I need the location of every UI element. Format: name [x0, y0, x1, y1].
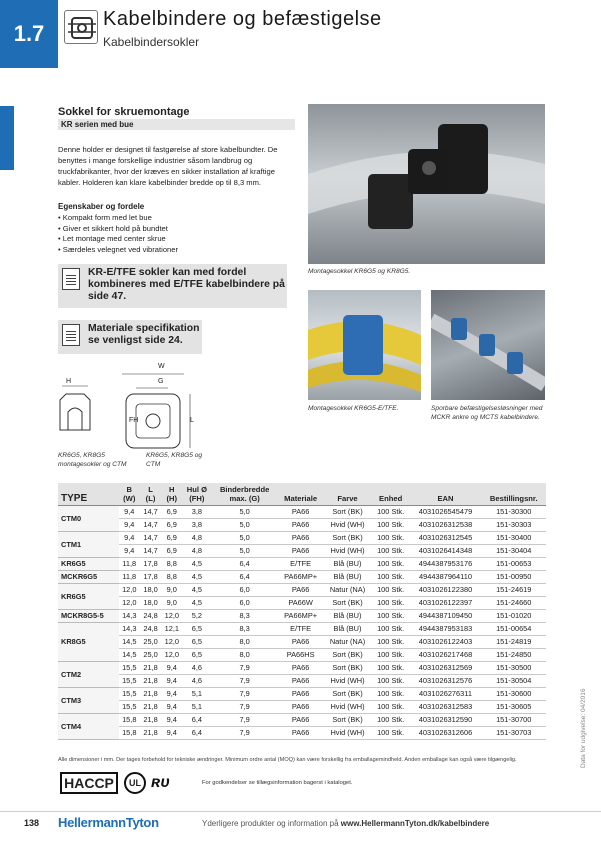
product-photo-mounts: [308, 104, 545, 264]
table-cell: 6,0: [211, 584, 278, 597]
table-cell: 8,3: [211, 623, 278, 636]
table-cell: 14,5: [119, 636, 140, 649]
note-text: Materiale specifikation se venligst side 24.: [88, 323, 200, 346]
table-cell: 100 Stk.: [372, 519, 410, 532]
table-header-cell: [161, 483, 182, 506]
table-cell: 6,4: [211, 571, 278, 584]
table-cell: 151-24819: [481, 636, 546, 649]
table-cell: 100 Stk.: [372, 558, 410, 571]
properties-list: [58, 213, 178, 255]
table-cell: 4031026312538: [410, 519, 482, 532]
table-cell: PA66: [278, 701, 323, 714]
table-cell: 9,4: [161, 727, 182, 740]
note-text: KR-E/TFE sokler kan med fordel kombineres med E/TFE kabelbindere på side 47.: [88, 267, 285, 302]
dim-label-fh: FH: [129, 417, 139, 424]
table-cell: 6,5: [182, 623, 211, 636]
table-cell: 100 Stk.: [372, 545, 410, 558]
table-cell: 7,9: [211, 714, 278, 727]
table-cell: 151-30300: [481, 506, 546, 519]
table-cell: 4,5: [182, 571, 211, 584]
table-cell: 9,4: [119, 532, 140, 545]
drawing-caption: KR6G5, KR8G5 og CTM: [146, 452, 203, 468]
table-cell: E/TFE: [278, 558, 323, 571]
table-cell: 25,0: [140, 636, 161, 649]
table-cell: 4031026217468: [410, 649, 482, 662]
table-cell: 151-01020: [481, 610, 546, 623]
table-cell: 12,0: [161, 649, 182, 662]
table-cell: 14,3: [119, 610, 140, 623]
table-cell: 100 Stk.: [372, 688, 410, 701]
dim-label-w: W: [158, 363, 165, 370]
table-cell: 25,0: [140, 649, 161, 662]
table-cell: PA66MP+: [278, 610, 323, 623]
header-label: Materiale: [284, 494, 318, 503]
table-cell: 15,5: [119, 701, 140, 714]
table-header-cell: [481, 483, 546, 506]
table-cell: Hvid (WH): [323, 701, 371, 714]
header-label: EAN: [437, 494, 454, 503]
table-cell: PA66: [278, 714, 323, 727]
table-header-cell: [140, 483, 161, 506]
table-cell: PA66: [278, 584, 323, 597]
table-cell: 100 Stk.: [372, 584, 410, 597]
table-cell: 4,6: [182, 675, 211, 688]
table-cell: 9,4: [161, 675, 182, 688]
photo-caption: Montagesokkel KR6G5 og KR8G5.: [308, 268, 411, 275]
table-cell: 12,0: [119, 597, 140, 610]
ur-recognized-logo: ʀᴜ: [151, 774, 170, 791]
table-cell: 151-30303: [481, 519, 546, 532]
table-row: [58, 623, 546, 636]
table-cell: 8,0: [211, 649, 278, 662]
drawing-caption: KR6G5, KR8G5 montagesokler og CTM: [58, 452, 127, 468]
table-cell: 21,8: [140, 688, 161, 701]
dim-label-g: G: [158, 378, 164, 385]
table-cell: 4,8: [182, 532, 211, 545]
table-cell: 5,2: [182, 610, 211, 623]
table-cell: 4031026276311: [410, 688, 482, 701]
table-cell: 151-30400: [481, 532, 546, 545]
table-header-cell: [211, 483, 278, 506]
table-cell: 151-30404: [481, 545, 546, 558]
table-row: [58, 701, 546, 714]
table-cell: 151-24660: [481, 597, 546, 610]
table-cell: 6,9: [161, 545, 182, 558]
ul-logo: UL: [124, 772, 146, 794]
table-cell: 100 Stk.: [372, 675, 410, 688]
table-cell: 9,4: [119, 545, 140, 558]
table-cell: 15,8: [119, 727, 140, 740]
note-material: [58, 320, 202, 354]
table-cell: 4944387109450: [410, 610, 482, 623]
table-cell: 7,9: [211, 688, 278, 701]
table-cell: Sort (BK): [323, 662, 371, 675]
table-cell: 4031026312590: [410, 714, 482, 727]
document-icon: [62, 268, 80, 290]
table-header-cell: [372, 483, 410, 506]
footer-url-link[interactable]: www.HellermannTyton.dk/kabelbindere: [340, 819, 490, 828]
table-cell: Blå (BU): [323, 623, 371, 636]
page-title: Kabelbindere og befæstigelse: [103, 8, 382, 30]
table-cell: 4031026312545: [410, 532, 482, 545]
product-photo-etfe: [308, 290, 421, 400]
table-row: [58, 675, 546, 688]
table-cell: 9,0: [161, 584, 182, 597]
table-cell: 4,6: [182, 662, 211, 675]
table-cell: PA66: [278, 506, 323, 519]
table-row: [58, 558, 546, 571]
side-accent-tab: [0, 106, 14, 170]
table-cell: 5,0: [211, 519, 278, 532]
table-cell: 14,7: [140, 532, 161, 545]
table-cell: 3,8: [182, 519, 211, 532]
header-label: Enhed: [379, 494, 403, 503]
table-cell: Sort (BK): [323, 649, 371, 662]
table-cell: 100 Stk.: [372, 571, 410, 584]
table-cell: 5,1: [182, 701, 211, 714]
photo-caption: Sporbare befæstigelsesløsninger med MCKR ankre og MCTS kabelbindere.: [431, 405, 543, 421]
table-cell: Hvid (WH): [323, 675, 371, 688]
intro-text: Denne holder er designet til fastgørelse af store kabelbundter. De benyttes i mange forskellige industrier såsom landbrug og truckfabrikanter, hvor der kræves en sikker installation af kraftige kabler. Holderen kan klare kabelbinder bredde op til 8,3 mm.: [58, 145, 278, 187]
table-cell: PA66: [278, 545, 323, 558]
table-cell: 4031026414348: [410, 545, 482, 558]
table-cell: 4031026312606: [410, 727, 482, 740]
table-cell: 9,0: [161, 597, 182, 610]
table-cell: PA66: [278, 662, 323, 675]
brand-logo: HellermannTyton: [58, 815, 159, 830]
table-cell: 15,5: [119, 675, 140, 688]
page-subtitle: Kabelbindersokler: [103, 35, 200, 49]
table-cell: PA66MP+: [278, 571, 323, 584]
list-item: • Kompakt form med let bue: [58, 213, 178, 224]
table-cell: 4,5: [182, 558, 211, 571]
product-photo-mckr: [431, 290, 545, 400]
chapter-tab: 1.7: [0, 0, 58, 68]
table-row: [58, 571, 546, 584]
table-cell: 151-30605: [481, 701, 546, 714]
list-item: • Særdeles velegnet ved vibrationer: [58, 245, 178, 256]
table-cell: 7,9: [211, 727, 278, 740]
table-row: [58, 662, 546, 675]
table-cell: Sort (BK): [323, 688, 371, 701]
table-cell: 7,9: [211, 675, 278, 688]
table-cell: 8,8: [161, 571, 182, 584]
table-cell: Hvid (WH): [323, 727, 371, 740]
table-row: [58, 610, 546, 623]
table-cell: 12,0: [161, 610, 182, 623]
technical-drawing: [56, 372, 206, 452]
table-cell: Blå (BU): [323, 571, 371, 584]
table-cell: 100 Stk.: [372, 532, 410, 545]
table-cell: 6,4: [211, 558, 278, 571]
series-label: KR serien med bue: [58, 119, 295, 130]
table-cell: 11,8: [119, 571, 140, 584]
table-cell: 21,8: [140, 675, 161, 688]
type-cell: KR8G5: [58, 623, 119, 662]
table-cell: 18,0: [140, 597, 161, 610]
table-header-cell: [278, 483, 323, 506]
table-cell: 151-30600: [481, 688, 546, 701]
table-cell: 14,7: [140, 545, 161, 558]
table-cell: 100 Stk.: [372, 662, 410, 675]
table-cell: 11,8: [119, 558, 140, 571]
table-cell: 6,5: [182, 649, 211, 662]
table-cell: 151-30504: [481, 675, 546, 688]
table-cell: 18,0: [140, 584, 161, 597]
header-label: B: [126, 485, 132, 494]
table-cell: 151-24619: [481, 584, 546, 597]
table-cell: 100 Stk.: [372, 506, 410, 519]
table-row: [58, 649, 546, 662]
table-cell: 3,8: [182, 506, 211, 519]
table-row: [58, 688, 546, 701]
table-row: [58, 727, 546, 740]
type-cell: CTM4: [58, 714, 119, 740]
table-cell: 9,4: [161, 714, 182, 727]
table-cell: 24,8: [140, 623, 161, 636]
table-cell: 12,0: [119, 584, 140, 597]
table-cell: 6,4: [182, 727, 211, 740]
table-row: [58, 597, 546, 610]
table-cell: 14,7: [140, 506, 161, 519]
properties-title: Egenskaber og fordele: [58, 202, 145, 211]
table-cell: 12,1: [161, 623, 182, 636]
table-cell: Hvid (WH): [323, 545, 371, 558]
table-cell: 4944387953183: [410, 623, 482, 636]
table-cell: 15,5: [119, 662, 140, 675]
table-cell: PA66: [278, 532, 323, 545]
dim-label-h: H: [66, 378, 72, 385]
page-number: 138: [24, 818, 40, 828]
table-row: [58, 532, 546, 545]
table-cell: Natur (NA): [323, 636, 371, 649]
table-cell: 9,4: [161, 662, 182, 675]
header-label: Hul Ø: [186, 485, 207, 494]
table-cell: PA66: [278, 727, 323, 740]
section-title: Sokkel for skruemontage: [58, 106, 190, 118]
certification-note: For godkendelser se tillægsinformation bagerst i kataloget.: [202, 780, 353, 786]
table-cell: 6,9: [161, 532, 182, 545]
table-cell: 5,0: [211, 506, 278, 519]
table-cell: 15,8: [119, 714, 140, 727]
table-row: [58, 506, 546, 519]
table-cell: 21,8: [140, 662, 161, 675]
table-cell: 151-24850: [481, 649, 546, 662]
table-header-cell: [182, 483, 211, 506]
table-cell: 4,5: [182, 597, 211, 610]
table-cell: 9,4: [161, 688, 182, 701]
photo-caption: Montagesokkel KR6G5-E/TFE.: [308, 405, 399, 412]
table-cell: 7,9: [211, 662, 278, 675]
table-cell: 8,3: [211, 610, 278, 623]
table-cell: 151-30700: [481, 714, 546, 727]
table-row: [58, 714, 546, 727]
table-cell: 100 Stk.: [372, 714, 410, 727]
table-cell: 4031026312583: [410, 701, 482, 714]
table-cell: Sort (BK): [323, 532, 371, 545]
table-cell: 4031026312576: [410, 675, 482, 688]
footer-prefix: Yderligere produkter og information på: [202, 819, 341, 828]
table-cell: 100 Stk.: [372, 727, 410, 740]
table-cell: Sort (BK): [323, 714, 371, 727]
table-cell: 4031026312569: [410, 662, 482, 675]
table-header-cell: [323, 483, 371, 506]
table-cell: Sort (BK): [323, 597, 371, 610]
table-row: [58, 636, 546, 649]
publication-date: Data for udgivelse: 04/2016: [580, 688, 587, 768]
table-cell: 14,5: [119, 649, 140, 662]
table-header-cell: [410, 483, 482, 506]
list-item: • Let montage med center skrue: [58, 234, 178, 245]
table-cell: 5,1: [182, 688, 211, 701]
table-cell: 4944387953176: [410, 558, 482, 571]
type-cell: CTM2: [58, 662, 119, 688]
header-label: Farve: [337, 494, 358, 503]
header-label: TYPE: [61, 493, 88, 504]
table-cell: 100 Stk.: [372, 597, 410, 610]
table-cell: 9,4: [119, 519, 140, 532]
specification-table: [58, 483, 546, 740]
table-cell: 6,0: [211, 597, 278, 610]
table-cell: 6,4: [182, 714, 211, 727]
table-cell: 4944387964110: [410, 571, 482, 584]
document-icon: [62, 324, 80, 346]
list-item: • Giver et sikkert hold på bundtet: [58, 224, 178, 235]
header-sublabel: (L): [145, 494, 156, 503]
table-cell: PA66: [278, 519, 323, 532]
table-cell: Hvid (WH): [323, 519, 371, 532]
table-cell: 100 Stk.: [372, 649, 410, 662]
table-footnote: Alle dimensioner i mm. Der tages forbehold for tekniske ændringer. Minimum ordre antal (MOQ) kan være forskellig fra emballagemindheld. Anden emballage kan også være tilgængelig.: [58, 757, 517, 763]
header-sublabel: (H): [166, 494, 178, 503]
footer-divider: [0, 811, 601, 812]
table-cell: Blå (BU): [323, 558, 371, 571]
type-cell: KR6G5: [58, 584, 119, 610]
header-label: Bestillingsnr.: [489, 494, 538, 503]
table-cell: 9,4: [161, 701, 182, 714]
type-cell: CTM1: [58, 532, 119, 558]
table-cell: Blå (BU): [323, 610, 371, 623]
dim-label-l: L: [190, 417, 194, 424]
table-cell: 100 Stk.: [372, 701, 410, 714]
footer-text: [202, 819, 489, 828]
table-cell: PA66W: [278, 597, 323, 610]
table-cell: 6,9: [161, 519, 182, 532]
table-cell: Natur (NA): [323, 584, 371, 597]
header-sublabel: max. (G): [229, 494, 260, 503]
header-sublabel: (FH): [189, 494, 205, 503]
table-cell: PA66: [278, 636, 323, 649]
table-cell: PA66: [278, 688, 323, 701]
table-cell: 15,5: [119, 688, 140, 701]
table-cell: E/TFE: [278, 623, 323, 636]
note-etfe: [58, 264, 287, 308]
table-cell: 24,8: [140, 610, 161, 623]
header-label: Binderbredde: [219, 485, 270, 494]
table-cell: 14,7: [140, 519, 161, 532]
table-cell: 4031026545479: [410, 506, 482, 519]
table-cell: 4031026122397: [410, 597, 482, 610]
table-cell: 6,9: [161, 506, 182, 519]
table-row: [58, 545, 546, 558]
table-cell: 4,8: [182, 545, 211, 558]
table-cell: 21,8: [140, 714, 161, 727]
table-cell: 5,0: [211, 545, 278, 558]
header-sublabel: (W): [123, 494, 136, 503]
table-cell: 4031026122380: [410, 584, 482, 597]
table-row: [58, 519, 546, 532]
table-cell: 151-30703: [481, 727, 546, 740]
table-cell: 8,0: [211, 636, 278, 649]
table-cell: 7,9: [211, 701, 278, 714]
table-cell: 17,8: [140, 571, 161, 584]
table-cell: 4,5: [182, 584, 211, 597]
table-cell: 21,8: [140, 701, 161, 714]
table-cell: 100 Stk.: [372, 636, 410, 649]
table-cell: 14,3: [119, 623, 140, 636]
table-cell: 8,8: [161, 558, 182, 571]
table-header-row: [58, 483, 546, 506]
table-header-cell: [119, 483, 140, 506]
table-cell: 5,0: [211, 532, 278, 545]
type-cell: MCKR8G5-5: [58, 610, 119, 623]
type-cell: CTM3: [58, 688, 119, 714]
table-cell: 6,5: [182, 636, 211, 649]
type-cell: CTM0: [58, 506, 119, 532]
table-cell: 151-30500: [481, 662, 546, 675]
table-header-cell: [58, 483, 119, 506]
table-cell: PA66HS: [278, 649, 323, 662]
table-cell: 100 Stk.: [372, 610, 410, 623]
cable-tie-mount-icon: [64, 10, 98, 44]
table-cell: 21,8: [140, 727, 161, 740]
type-cell: MCKR6G5: [58, 571, 119, 584]
table-cell: PA66: [278, 675, 323, 688]
table-cell: 151-00950: [481, 571, 546, 584]
haccp-logo: HACCP: [60, 772, 118, 794]
table-cell: 12,0: [161, 636, 182, 649]
table-cell: 17,8: [140, 558, 161, 571]
table-cell: 4031026122403: [410, 636, 482, 649]
table-cell: 151-00654: [481, 623, 546, 636]
table-cell: Sort (BK): [323, 506, 371, 519]
header-label: L: [148, 485, 153, 494]
table-cell: 151-00653: [481, 558, 546, 571]
table-cell: 100 Stk.: [372, 623, 410, 636]
header-label: H: [169, 485, 175, 494]
table-cell: 9,4: [119, 506, 140, 519]
table-row: [58, 584, 546, 597]
type-cell: KR6G5: [58, 558, 119, 571]
